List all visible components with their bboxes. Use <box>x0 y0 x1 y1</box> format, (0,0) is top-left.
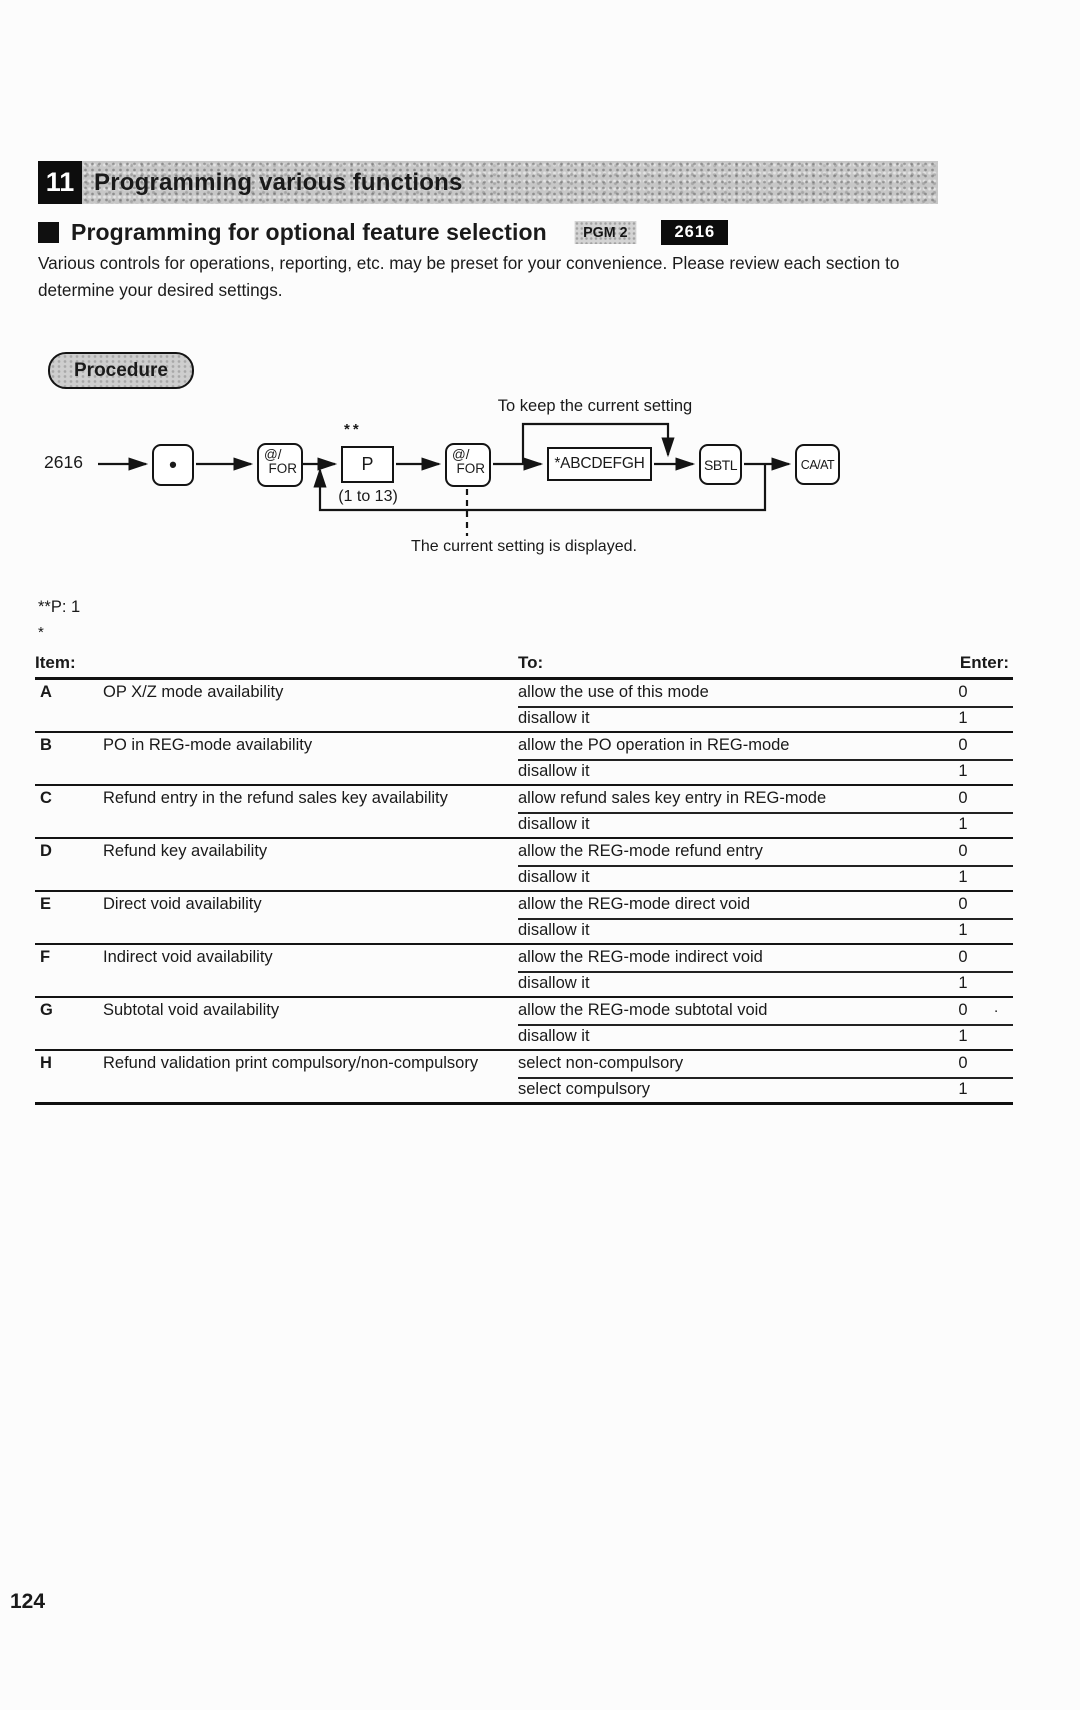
item-letter: F <box>40 948 51 966</box>
item-label: Direct void availability <box>103 895 262 913</box>
table-row-group <box>35 839 1013 892</box>
table-subrow <box>35 971 1013 997</box>
table-header <box>35 652 1013 680</box>
table-subrow <box>35 1077 1013 1103</box>
abcdefgh-entry-label: *ABCDEFGH <box>554 455 645 472</box>
option-to: select non-compulsory <box>518 1051 913 1079</box>
item-label <box>103 812 518 838</box>
sbtl-key <box>699 444 742 485</box>
option-to: allow the use of this mode <box>518 680 913 708</box>
option-enter: 1 <box>958 1079 968 1098</box>
procedure-label: Procedure <box>74 359 168 381</box>
item-letter <box>35 918 103 944</box>
item-letter: C <box>40 789 52 807</box>
item-label: PO in REG-mode availability <box>103 736 313 754</box>
item-letter <box>35 971 103 997</box>
table-subrow <box>35 680 1013 706</box>
option-enter: 0 <box>913 786 1013 814</box>
option-to: allow the REG-mode refund entry <box>518 839 913 867</box>
at-for-key-1-top: @/ <box>264 447 282 462</box>
keep-setting-note: To keep the current setting <box>497 397 693 415</box>
item-label <box>103 1024 518 1050</box>
at-for-key-2-top: @/ <box>452 447 470 462</box>
item-label: Subtotal void availability <box>103 1001 280 1019</box>
footnote-star: * <box>38 624 44 641</box>
table-row-group <box>35 1051 1013 1105</box>
table-subrow <box>35 998 1013 1024</box>
option-enter: 0 <box>913 892 1013 920</box>
option-enter: 0 <box>913 733 1013 761</box>
at-for-key-1 <box>257 443 303 487</box>
intro-paragraph: Various controls for operations, reporting, etc. may be preset for your convenience. Please review each section to determine your desired settings. <box>38 253 900 300</box>
p-value-box <box>341 446 394 483</box>
display-setting-note: The current setting is displayed. <box>411 538 637 555</box>
table-subrow <box>35 733 1013 759</box>
item-label <box>103 759 518 785</box>
option-enter: 0 <box>913 680 1013 708</box>
header-enter: Enter: <box>959 653 1009 672</box>
chapter-number-box <box>38 161 82 204</box>
option-to: disallow it <box>518 867 590 886</box>
pgm-mode-badge: PGM 2 <box>574 221 635 244</box>
option-to: disallow it <box>518 708 590 727</box>
table-row-group <box>35 786 1013 839</box>
abcdefgh-entry-box <box>547 447 652 481</box>
option-enter: 1 <box>958 973 968 992</box>
option-enter: 1 <box>958 920 968 939</box>
item-letter: H <box>40 1054 52 1072</box>
item-label <box>103 706 518 732</box>
header-to: To: <box>518 653 544 672</box>
item-label: Refund validation print compulsory/non-compulsory <box>103 1054 479 1072</box>
option-enter: 1 <box>958 761 968 780</box>
option-enter: 0 <box>913 1051 1013 1079</box>
p-default-marker: ** <box>344 421 362 438</box>
option-to: allow the REG-mode indirect void <box>518 945 913 973</box>
item-letter: B <box>40 736 52 754</box>
table-subrow <box>35 865 1013 891</box>
table-row-group <box>35 945 1013 998</box>
option-enter: 1 <box>958 1026 968 1045</box>
item-letter: D <box>40 842 52 860</box>
sbtl-key-label: SBTL <box>703 456 737 473</box>
chapter-number: 11 <box>45 167 75 197</box>
item-letter <box>35 706 103 732</box>
job-code-badge: 2616 <box>661 220 728 245</box>
item-letter <box>35 1024 103 1050</box>
item-letter: E <box>40 895 52 913</box>
option-to: disallow it <box>518 973 590 992</box>
ca-at-key <box>795 444 840 485</box>
table-subrow <box>35 1051 1013 1077</box>
option-to: disallow it <box>518 1026 590 1045</box>
item-label <box>103 1077 518 1103</box>
table-subrow <box>35 786 1013 812</box>
item-label: Refund key availability <box>103 842 268 860</box>
decimal-point-key <box>152 444 194 486</box>
item-label: OP X/Z mode availability <box>103 683 284 701</box>
item-letter <box>35 812 103 838</box>
square-bullet-icon <box>38 222 59 243</box>
option-enter: 1 <box>958 867 968 886</box>
table-subrow <box>35 918 1013 944</box>
table-subrow <box>35 945 1013 971</box>
option-to: select compulsory <box>518 1079 651 1098</box>
header-item: Item: <box>35 653 76 672</box>
footnote-p-default: **P: 1 <box>38 598 81 616</box>
at-for-key-2 <box>445 443 491 487</box>
stray-dot-mark: · <box>993 1002 999 1019</box>
table-subrow <box>35 839 1013 865</box>
option-to: allow refund sales key entry in REG-mode <box>518 786 913 814</box>
flow-connector-lines <box>0 0 1080 620</box>
chapter-band <box>38 161 938 204</box>
item-label <box>103 865 518 891</box>
feature-table <box>35 652 1013 1105</box>
table-subrow <box>35 706 1013 732</box>
table-row-group <box>35 733 1013 786</box>
feature-table-body <box>35 680 1013 1105</box>
item-label <box>103 918 518 944</box>
option-to: disallow it <box>518 814 590 833</box>
option-enter: 0 <box>913 945 1013 973</box>
chapter-title: Programming various functions <box>94 168 463 196</box>
option-enter: 0 · <box>913 998 1013 1026</box>
decimal-point-key-label: • <box>169 452 177 477</box>
table-row-group <box>35 998 1013 1051</box>
item-letter <box>35 1077 103 1103</box>
option-to: disallow it <box>518 761 590 780</box>
item-letter: A <box>40 683 52 701</box>
ca-at-key-label: CA/AT <box>800 457 835 472</box>
item-label <box>103 971 518 997</box>
start-code-label: 2616 <box>44 452 83 472</box>
item-label: Refund entry in the refund sales key availability <box>103 789 448 807</box>
item-letter: G <box>40 1001 53 1019</box>
option-to: allow the PO operation in REG-mode <box>518 733 913 761</box>
section-heading <box>38 216 1018 248</box>
option-to: disallow it <box>518 920 590 939</box>
procedure-badge <box>48 352 194 389</box>
option-enter: 0 <box>913 839 1013 867</box>
at-for-key-2-bottom: FOR <box>456 461 485 477</box>
p-range-note: (1 to 13) <box>338 488 398 505</box>
p-value-box-label: P <box>361 454 374 474</box>
table-subrow <box>35 892 1013 918</box>
at-for-key-1-bottom: FOR <box>268 461 297 477</box>
item-letter <box>35 759 103 785</box>
chapter-title-strip <box>82 161 938 204</box>
option-to: allow the REG-mode direct void <box>518 892 913 920</box>
table-subrow <box>35 1024 1013 1050</box>
option-to: allow the REG-mode subtotal void <box>518 998 913 1026</box>
table-subrow <box>35 812 1013 838</box>
section-title: Programming for optional feature selection <box>71 218 547 245</box>
table-row-group <box>35 892 1013 945</box>
item-label: Indirect void availability <box>103 948 273 966</box>
table-row-group <box>35 680 1013 733</box>
page-number: 124 <box>10 1590 46 1613</box>
option-enter: 1 <box>958 814 968 833</box>
table-subrow <box>35 759 1013 785</box>
item-letter <box>35 865 103 891</box>
option-enter: 1 <box>958 708 968 727</box>
